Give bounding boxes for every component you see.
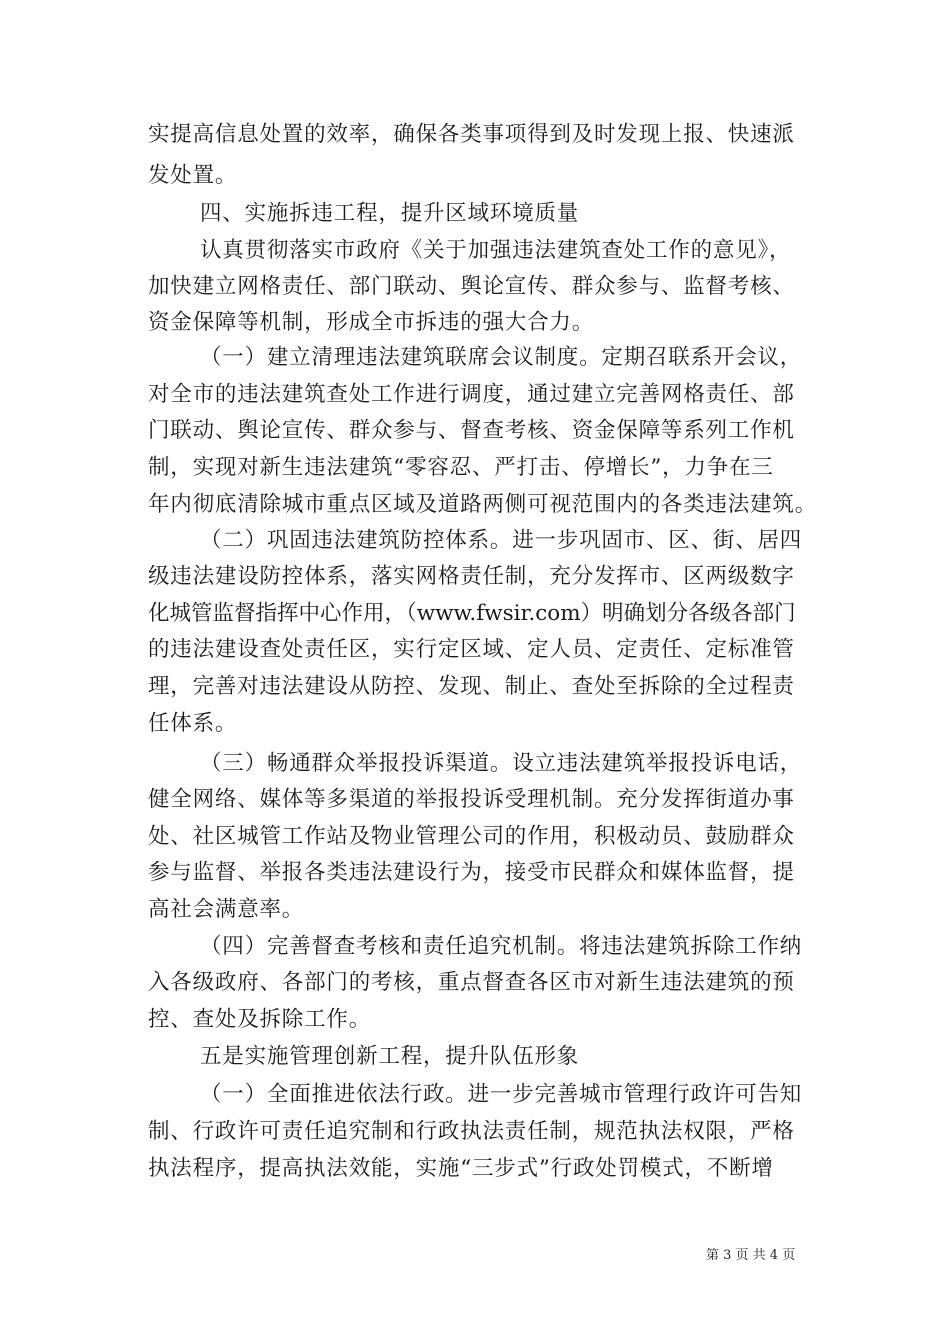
text-line: （一）建立清理违法建筑联席会议制度。定期召联系开会议， [200,345,803,370]
text-line: （三）畅通群众举报投诉渠道。设立违法建筑举报投诉电话， [200,751,803,776]
section-heading: 五是实施管理创新工程，提升队伍形象 [200,1044,580,1069]
text-line: 年内彻底清除城市重点区域及道路两侧可视范围内的各类违法建筑。 [148,492,818,517]
text-line: 健全网络、媒体等多渠道的举报投诉受理机制。充分发挥街道办事 [148,787,795,812]
text-line: 控、查处及拆除工作。 [148,1007,372,1032]
text-line: 实提高信息处置的效率，确保各类事项得到及时发现上报、快速派 [148,122,795,147]
text-line: 化城管监督指挥中心作用，（www.fwsir.com）明确划分各级各部门 [148,601,796,626]
text-line: 门联动、舆论宣传、群众参与、督查考核、资金保障等系列工作机 [148,418,795,443]
text-line: （一）全面推进依法行政。进一步完善城市管理行政许可告知 [200,1082,803,1107]
text-line: 入各级政府、各部门的考核，重点督查各区市对新生违法建筑的预 [148,970,795,995]
text-line: 理，完善对违法建设从防控、发现、制止、查处至拆除的全过程责 [148,674,795,699]
text-line: 执法程序，提高执法效能，实施“三步式”行政处罚模式，不断增 [148,1156,774,1181]
page-number: 第 3 页 共 4 页 [706,1248,796,1263]
text-line: 发处置。 [148,163,238,188]
text-line: 参与监督、举报各类违法建设行为，接受市民群众和媒体监督，提 [148,860,795,885]
section-heading: 四、实施拆违工程，提升区域环境质量 [200,201,580,226]
text-line: 认真贯彻落实市政府《关于加强违法建筑查处工作的意见》， [200,238,792,263]
text-line: 的违法建设查处责任区，实行定区域、定人员、定责任、定标准管 [148,637,795,662]
text-line: 资金保障等机制，形成全市拆违的强大合力。 [148,310,595,335]
text-line: 处、社区城管工作站及物业管理公司的作用，积极动员、鼓励群众 [148,824,795,849]
text-line: 高社会满意率。 [148,897,305,922]
text-line: 加快建立网格责任、部门联动、舆论宣传、群众参与、监督考核、 [148,274,795,299]
text-line: 级违法建设防控体系，落实网格责任制，充分发挥市、区两级数字 [148,564,795,589]
text-line: （四）完善督查考核和责任追究机制。将违法建筑拆除工作纳 [200,934,803,959]
text-line: 制、行政许可责任追究制和行政执法责任制，规范执法权限，严格 [148,1119,795,1144]
text-line: 制，实现对新生违法建筑“零容忍、严打击、停增长”，力争在三 [148,455,774,480]
text-line: 对全市的违法建筑查处工作进行调度，通过建立完善网格责任、部 [148,382,795,407]
text-line: 任体系。 [148,711,238,736]
text-line: （二）巩固违法建筑防控体系。进一步巩固市、区、街、居四 [200,528,803,553]
